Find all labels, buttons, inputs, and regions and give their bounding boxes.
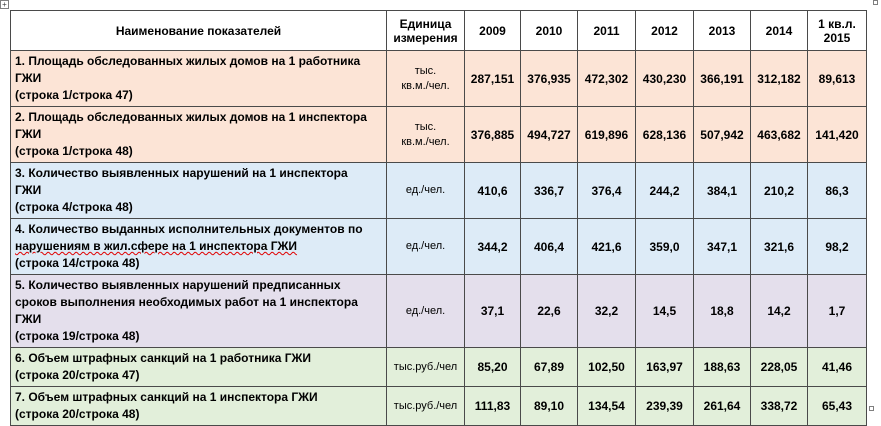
table-row: [11, 219, 867, 275]
header-year: 2010: [521, 11, 578, 51]
value-cell: 228,05: [751, 348, 808, 387]
value-cell: 102,50: [578, 348, 636, 387]
value-cell: 287,151: [465, 51, 521, 107]
table-resize-handle-icon[interactable]: [869, 406, 874, 411]
indicator-name: 1. Площадь обследованных жилых домов на 1 работника ГЖИ (строка 1/строка 47): [11, 51, 387, 107]
indicator-unit: ед./чел.: [387, 219, 465, 275]
indicator-name: 6. Объем штрафных санкций на 1 работника ГЖИ (строка 20/строка 47): [11, 348, 387, 387]
indicator-unit: тыс. кв.м./чел.: [387, 51, 465, 107]
indicator-unit: ед./чел.: [387, 163, 465, 219]
value-cell: 321,6: [751, 219, 808, 275]
indicator-unit: тыс. кв.м./чел.: [387, 107, 465, 163]
table-row: [11, 163, 867, 219]
value-cell: 338,72: [751, 387, 808, 426]
value-cell: 163,97: [636, 348, 694, 387]
value-cell: 406,4: [521, 219, 578, 275]
header-name: Наименование показателей: [11, 11, 387, 51]
value-cell: 111,83: [465, 387, 521, 426]
table-row: [11, 275, 867, 348]
value-cell: 86,3: [808, 163, 867, 219]
header-q1-2015: 1 кв.л. 2015: [808, 11, 867, 51]
value-cell: 14,5: [636, 275, 694, 348]
value-cell: 89,613: [808, 51, 867, 107]
value-cell: 376,4: [578, 163, 636, 219]
value-cell: 410,6: [465, 163, 521, 219]
table-row: [11, 348, 867, 387]
value-cell: 134,54: [578, 387, 636, 426]
header-year: 2014: [751, 11, 808, 51]
indicator-name: 5. Количество выявленных нарушений предписанных сроков выполнения необходимых работ на 1 инспектора ГЖИ (строка 19/строка 48): [11, 275, 387, 348]
value-cell: 14,2: [751, 275, 808, 348]
value-cell: 628,136: [636, 107, 694, 163]
value-cell: 244,2: [636, 163, 694, 219]
indicator-unit: тыс.руб./чел: [387, 387, 465, 426]
value-cell: 210,2: [751, 163, 808, 219]
value-cell: 312,182: [751, 51, 808, 107]
value-cell: 336,7: [521, 163, 578, 219]
value-cell: 384,1: [694, 163, 751, 219]
indicators-table: [10, 10, 867, 426]
value-cell: 507,942: [694, 107, 751, 163]
value-cell: 67,89: [521, 348, 578, 387]
value-cell: 239,39: [636, 387, 694, 426]
value-cell: 32,2: [578, 275, 636, 348]
header-year: 2011: [578, 11, 636, 51]
table-move-handle-icon[interactable]: +: [0, 0, 9, 9]
indicator-name: 4. Количество выданных исполнительных документов по нарушениям в жил.сфере на 1 инспектора ГЖИ (строка 14/строка 48): [11, 219, 387, 275]
value-cell: 1,7: [808, 275, 867, 348]
value-cell: 366,191: [694, 51, 751, 107]
value-cell: 89,10: [521, 387, 578, 426]
indicator-name: 7. Объем штрафных санкций на 1 инспектора ГЖИ (строка 20/строка 48): [11, 387, 387, 426]
value-cell: 421,6: [578, 219, 636, 275]
header-row: [11, 11, 867, 51]
value-cell: 359,0: [636, 219, 694, 275]
value-cell: 22,6: [521, 275, 578, 348]
indicator-name: 2. Площадь обследованных жилых домов на 1 инспектора ГЖИ (строка 1/строка 48): [11, 107, 387, 163]
value-cell: 65,43: [808, 387, 867, 426]
header-year: 2012: [636, 11, 694, 51]
header-year: 2009: [465, 11, 521, 51]
value-cell: 347,1: [694, 219, 751, 275]
value-cell: 41,46: [808, 348, 867, 387]
value-cell: 344,2: [465, 219, 521, 275]
indicator-name: 3. Количество выявленных нарушений на 1 инспектора ГЖИ (строка 4/строка 48): [11, 163, 387, 219]
value-cell: 376,885: [465, 107, 521, 163]
value-cell: 37,1: [465, 275, 521, 348]
table-row: [11, 51, 867, 107]
value-cell: 430,230: [636, 51, 694, 107]
value-cell: 463,682: [751, 107, 808, 163]
value-cell: 376,935: [521, 51, 578, 107]
header-unit: Единица измерения: [387, 11, 465, 51]
value-cell: 85,20: [465, 348, 521, 387]
value-cell: 472,302: [578, 51, 636, 107]
indicator-unit: тыс.руб./чел: [387, 348, 465, 387]
value-cell: 18,8: [694, 275, 751, 348]
value-cell: 261,64: [694, 387, 751, 426]
value-cell: 619,896: [578, 107, 636, 163]
value-cell: 98,2: [808, 219, 867, 275]
header-year: 2013: [694, 11, 751, 51]
indicator-unit: ед./чел.: [387, 275, 465, 348]
value-cell: 188,63: [694, 348, 751, 387]
table-row: [11, 107, 867, 163]
table-corner-handle-icon[interactable]: [873, 0, 878, 5]
value-cell: 141,420: [808, 107, 867, 163]
value-cell: 494,727: [521, 107, 578, 163]
